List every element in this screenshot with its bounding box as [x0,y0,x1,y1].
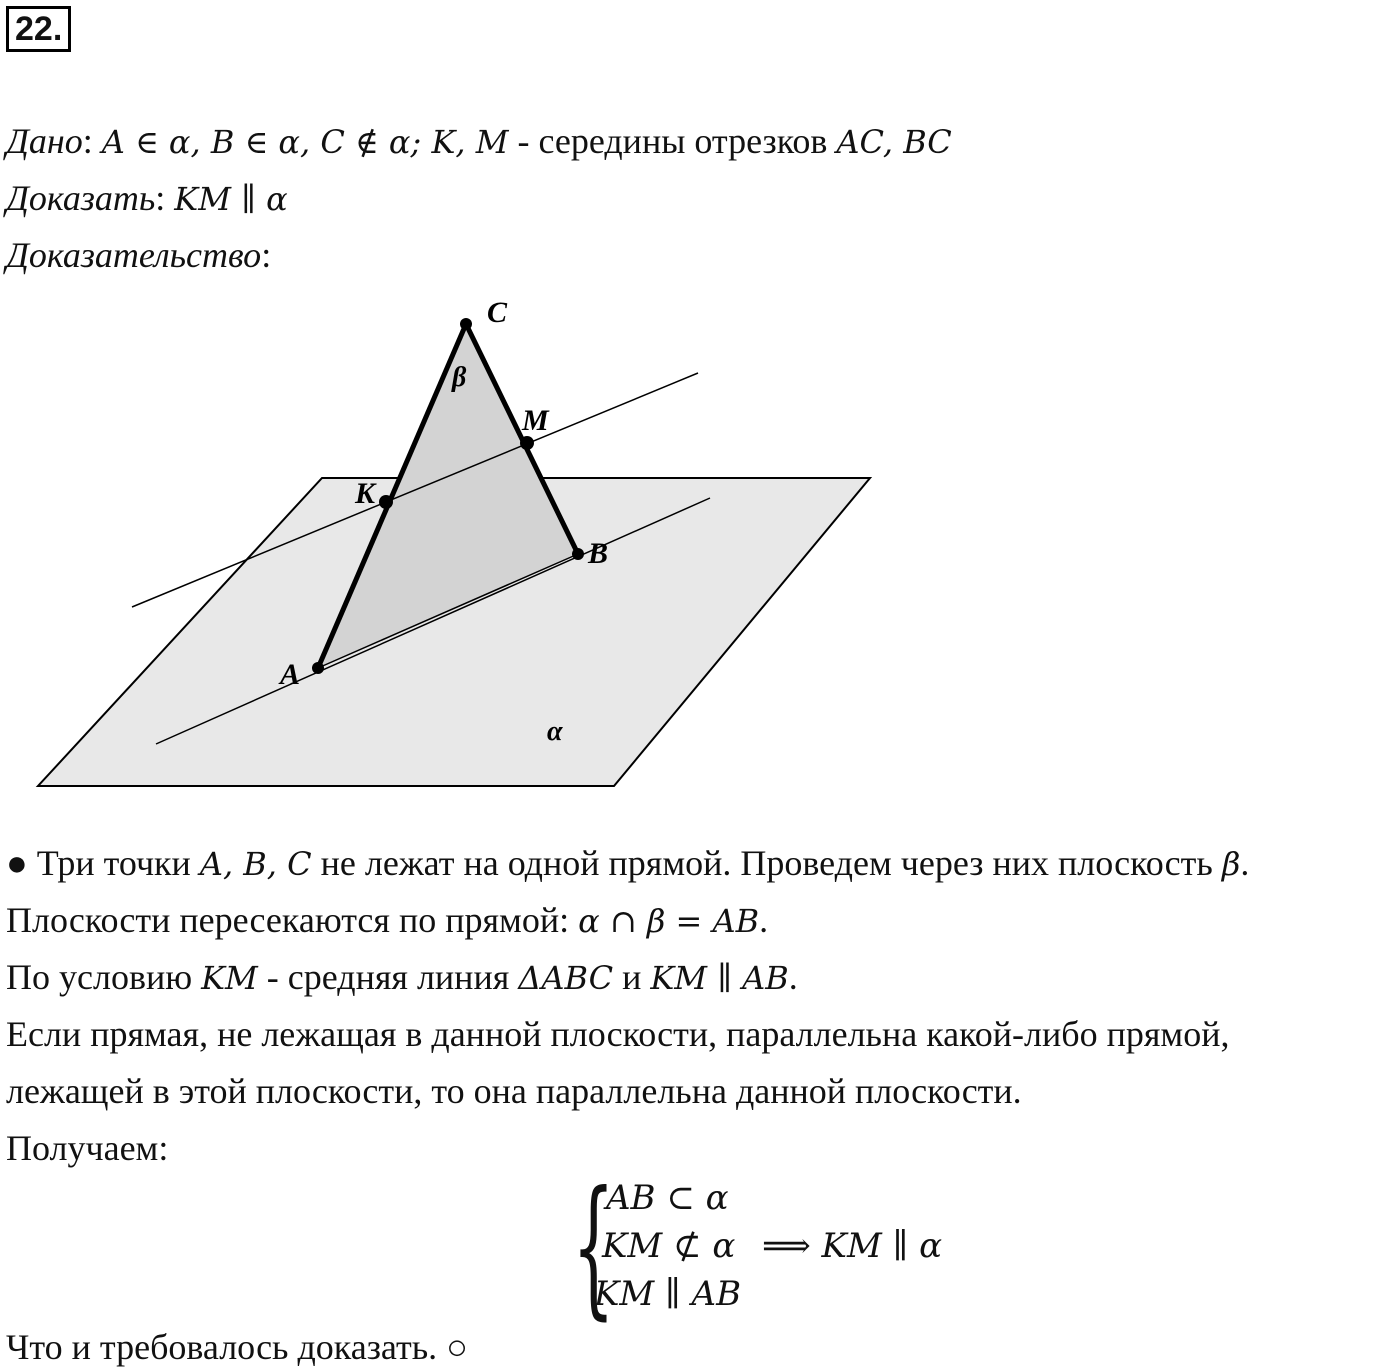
paragraph-3 [6,956,798,998]
given-math: A ∈ α, B ∈ α, C ∉ α; K, M [101,123,509,161]
brace-icon: { [572,1160,615,1334]
proof-label: Доказательство [6,235,262,275]
paragraph-2 [6,899,768,941]
label-k: K [355,477,376,510]
proof-line [6,234,271,276]
p3-text-b: - средняя линия [257,957,519,997]
prove-math: KM ∥ α [174,180,288,218]
p3-text-a: По условию [6,957,202,997]
p1-math: A, B, C [199,845,312,883]
p1-text-b: не лежат на одной прямой. Проведем через них плоскость [311,843,1222,883]
paragraph-4: Если прямая, не лежащая в данной плоскости, параллельна какой-либо прямой, [6,1014,1230,1054]
problem-number: 22. [6,6,71,52]
prove-colon: : [155,178,166,218]
p1-math2: β [1221,845,1241,883]
p3-math2: ΔABC [518,959,614,997]
p2-math: α ∩ β = AB [578,902,760,940]
point-k [379,495,393,509]
point-m [520,436,534,450]
p1-text-a: ● Три точки [6,843,200,883]
point-a [312,662,324,674]
p3-text-d: . [788,957,798,997]
prove-label: Доказать [6,178,156,218]
geometry-figure [0,290,900,800]
p1-text-c: . [1240,843,1250,883]
point-b [572,548,584,560]
p3-math: KM [201,959,258,997]
proof-colon: : [261,235,272,275]
given-colon: : [82,121,93,161]
paragraph-5: лежащей в этой плоскости, то она параллельна данной плоскости. [6,1071,1022,1111]
prove-line [6,177,288,219]
paragraph-6: Получаем: [6,1128,169,1168]
system-row-3: KM ∥ AB [594,1274,742,1314]
label-m: M [522,404,549,437]
p2-text-b: . [759,900,769,940]
p3-math3: KM ∥ AB [650,959,789,997]
label-beta: β [452,362,467,393]
label-b: B [588,537,609,570]
p3-text-c: и [613,957,651,997]
label-alpha: α [547,716,563,747]
system-row-2: KM ⊄ α [602,1226,736,1266]
paragraph-1 [6,842,1249,884]
given-math2: AC, BC [836,123,952,161]
label-c: C [487,296,508,329]
equation-system [572,1160,992,1334]
given-label: Дано [6,121,83,161]
system-implication: ⟹ KM ∥ α [762,1226,943,1266]
label-a: A [280,658,301,691]
p2-text-a: Плоскости пересекаются по прямой: [6,900,579,940]
system-row-1: AB ⊂ α [606,1178,729,1218]
conclusion: Что и требовалось доказать. ○ [6,1327,468,1367]
given-line [6,120,952,162]
point-c [460,318,472,330]
given-text: - середины отрезков [508,121,837,161]
